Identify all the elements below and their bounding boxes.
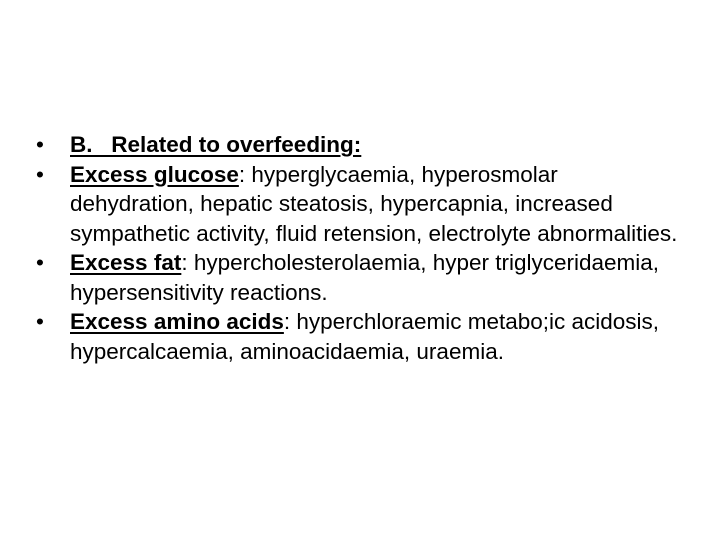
term-excess-glucose: Excess glucose bbox=[70, 161, 239, 187]
bullet-dot: • bbox=[36, 250, 44, 275]
bullet-dot: • bbox=[36, 132, 44, 157]
list-item-heading bbox=[36, 130, 686, 160]
term-excess-fat: Excess fat bbox=[70, 250, 182, 275]
list-item-excess-fat bbox=[36, 248, 686, 307]
bullet-dot: • bbox=[36, 309, 44, 334]
list-item-excess-amino-acids bbox=[36, 307, 686, 366]
bullet-list bbox=[36, 130, 686, 366]
bullet-dot: • bbox=[36, 161, 44, 187]
description-excess-glucose: : hyperglycaemia, hyperosmolar dehydration, hepatic steatosis, hypercapnia, increased sympathetic activity, fluid retension, electrolyte abnormalities. bbox=[70, 161, 678, 246]
term-excess-amino-acids: Excess amino acids bbox=[70, 309, 284, 334]
section-heading: B. Related to overfeeding: bbox=[70, 132, 362, 157]
description-excess-fat: : hypercholesterolaemia, hyper triglyceridaemia, hypersensitivity reactions. bbox=[70, 250, 660, 305]
list-item-excess-glucose bbox=[36, 160, 686, 249]
description-excess-amino-acids: : hyperchloraemic metabo;ic acidosis, hypercalcaemia, aminoacidaemia, uraemia. bbox=[70, 309, 660, 364]
